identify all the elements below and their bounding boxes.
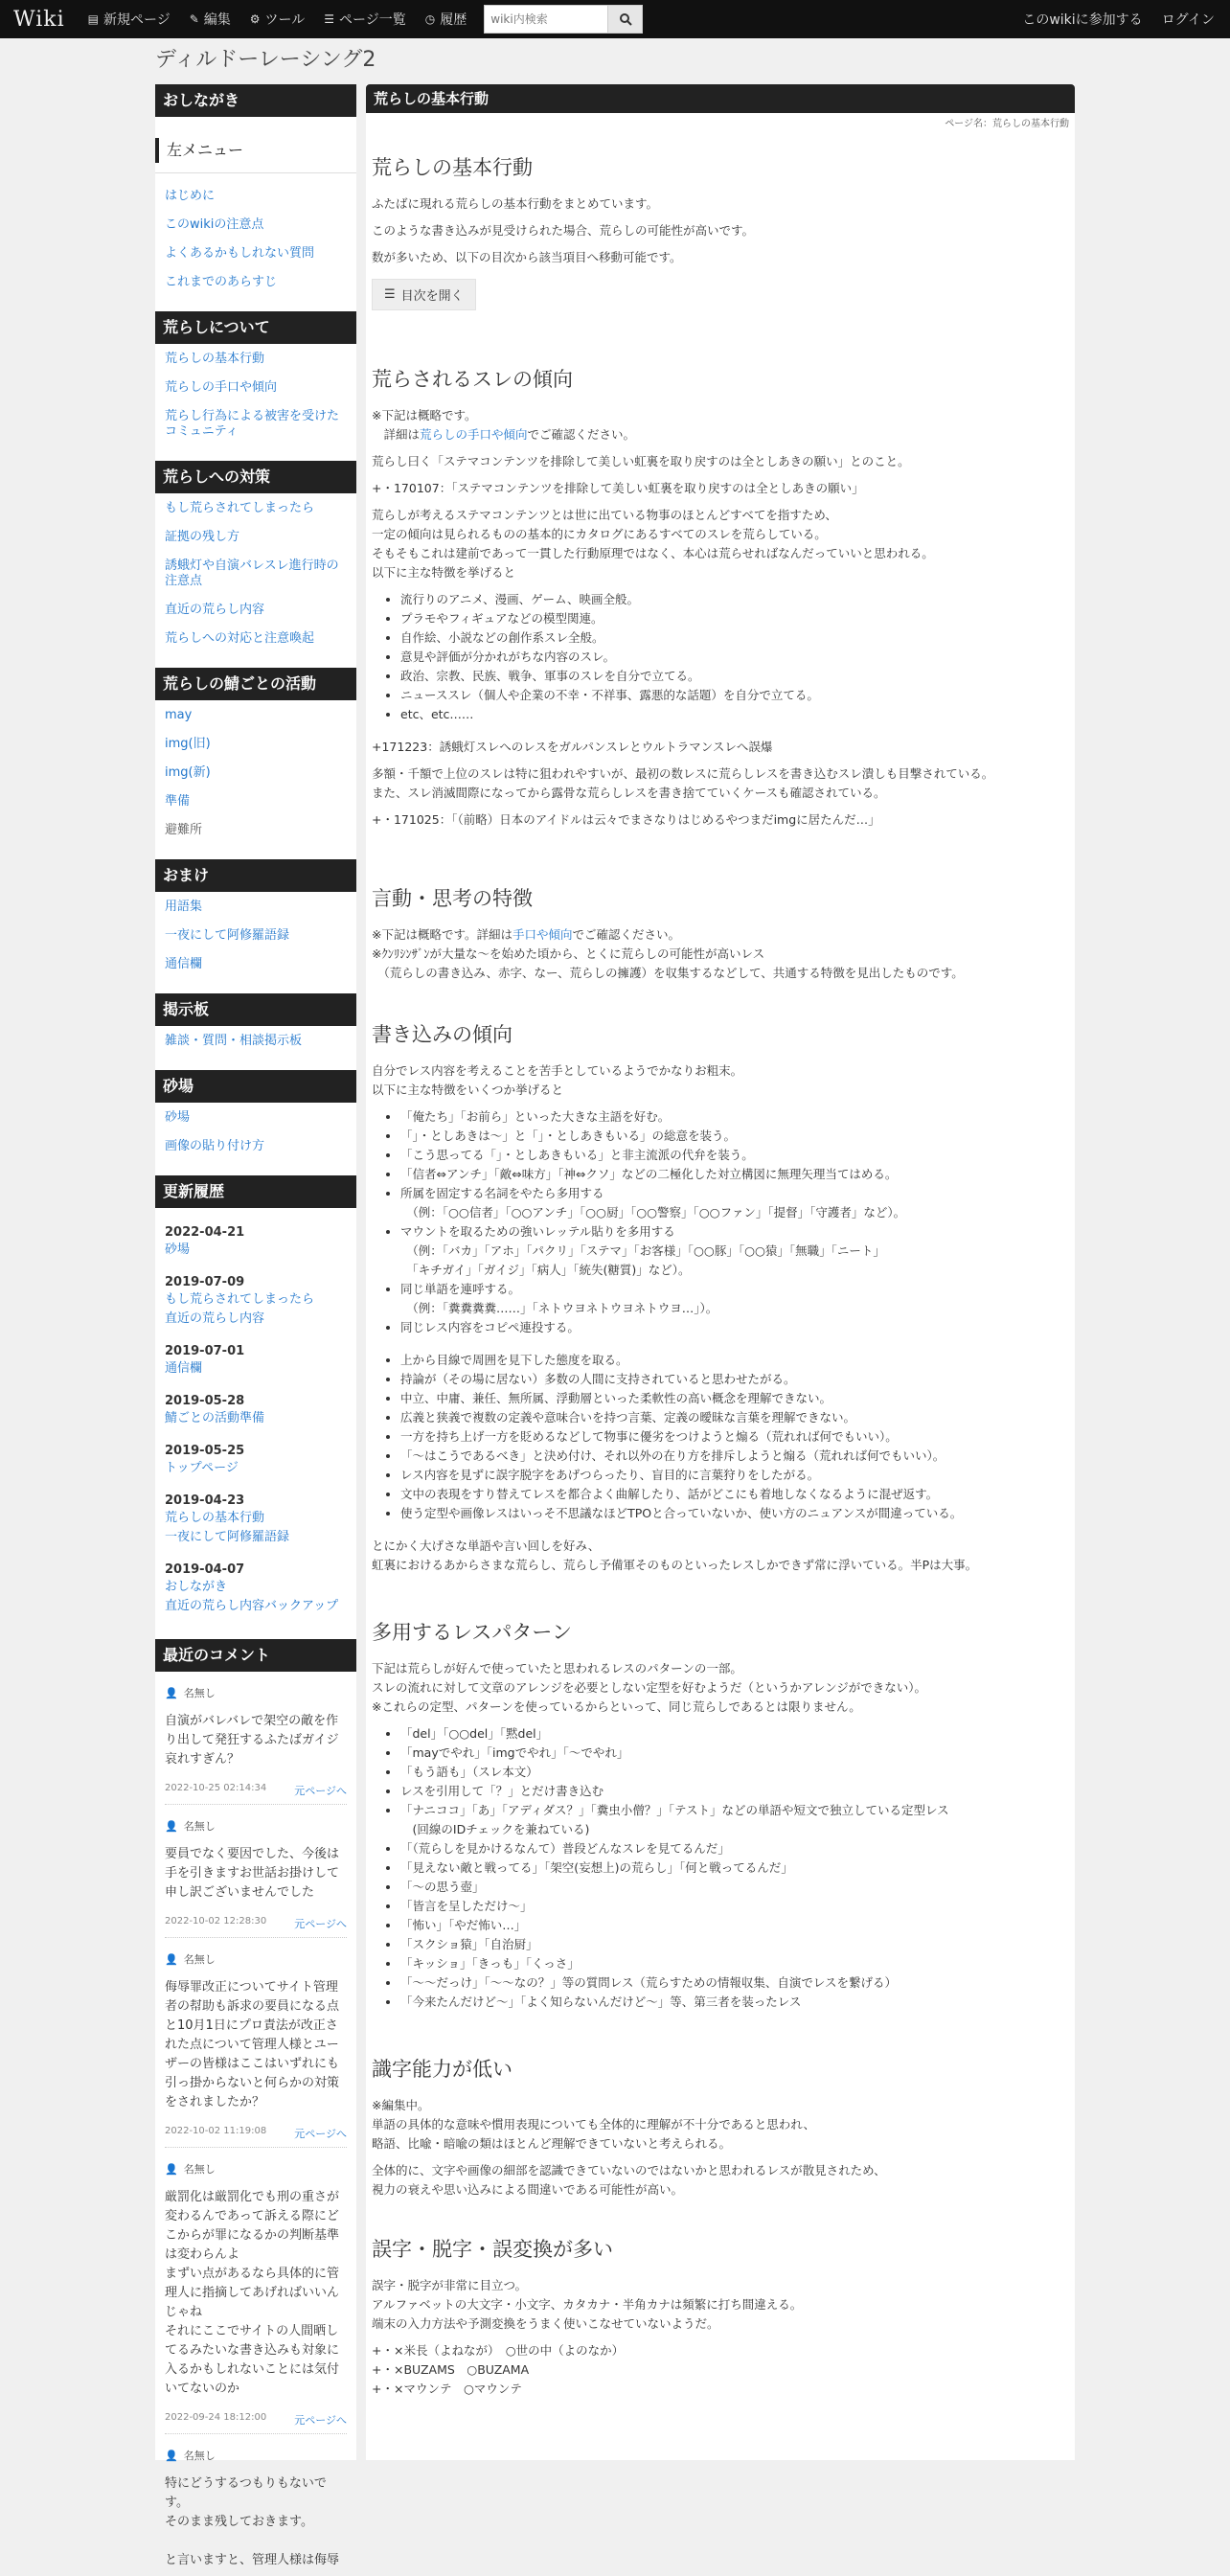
- left-menu-heading: 左メニュー: [155, 138, 356, 163]
- comment-time: 2022-10-02 11:19:08: [165, 2126, 267, 2136]
- section-heading: 荒らされるスレの傾向: [372, 368, 573, 391]
- note-text: でご確認ください。: [572, 927, 681, 942]
- paragraph: 全体的に、文字や画像の細部を認識できていないのではないかと思われるレスが散見されため、 視力の衰えや思い込みによる間違いである可能性が高い。: [372, 2163, 886, 2197]
- comment-body: 特にどうするつもりもないです。 そのまま残しておきます。 と言いますと、管理人様は侮辱: [165, 2476, 340, 2567]
- main-header: 荒らしの基本行動: [366, 84, 1075, 113]
- nav-tools-label: ツール: [264, 12, 306, 28]
- paragraph: ふたばに現れる荒らしの基本行動をまとめています。: [372, 196, 659, 211]
- update-date: 2019-05-28: [165, 1394, 245, 1408]
- list-item: • 「～はこうであるべき」と決め付け、それ以外の在り方を排斥しようと煽る（荒れれば何でもいい）。: [400, 1447, 1069, 1466]
- nav-new-page[interactable]: [79, 0, 180, 38]
- bullet-list: [400, 1351, 1069, 1523]
- comment-user-name: 名無し: [183, 1687, 216, 1699]
- sidebar-plain-item: 避難所: [165, 823, 203, 837]
- comment-footer: [165, 2126, 347, 2141]
- sidebar-link[interactable]: img(旧): [165, 737, 211, 751]
- sidebar-section-title: 掲示板: [155, 993, 356, 1026]
- list-item: • プラモやフィギュアなどの模型関連。: [400, 609, 1069, 628]
- nav-tools[interactable]: [240, 0, 315, 38]
- comment-source-link[interactable]: 元ページへ: [294, 2414, 347, 2427]
- toc-toggle-button[interactable]: [372, 279, 476, 310]
- page-name-label: ページ名：荒らしの基本行動: [945, 119, 1069, 129]
- section-heading: 言動・思考の特徴: [372, 887, 533, 910]
- comment-user-name: 名無し: [183, 1953, 216, 1966]
- user-icon: 👤: [165, 1819, 178, 1833]
- list-item: • 「キッショ」「きっも」「くっさ」: [400, 1954, 1069, 1973]
- update-entry: [165, 1225, 347, 1260]
- section-heading: 多用するレスパターン: [372, 1621, 572, 1644]
- list-item: • 「俺たち」「お前ら」といった大きな主語を好む。: [400, 1107, 1069, 1127]
- updates-list: [155, 1208, 356, 1639]
- list-item: • 持論が（その場に居ない）多数の人間に支持されていると思わせたがる。: [400, 1370, 1069, 1389]
- update-page-link[interactable]: おしながき: [165, 1580, 228, 1594]
- comment-entry: [165, 1805, 347, 1938]
- sidebar-link[interactable]: 画像の貼り付け方: [165, 1139, 265, 1153]
- sidebar-link[interactable]: 誘蛾灯や自演バレスレ進行時の注意点: [165, 559, 339, 588]
- section-heading: 誤字・脱字・誤変換が多い: [372, 2238, 613, 2261]
- section-heading: 書き込みの傾向: [372, 1023, 512, 1046]
- update-entry: [165, 1493, 347, 1547]
- sidebar-section-title: 荒らしについて: [155, 311, 356, 344]
- update-date: 2019-04-23: [165, 1493, 245, 1508]
- paragraph: 荒らしが考えるステマコンテンツとは世に出ている物事のほとんどすべてを指すため、 一定の傾向は見られるものの基本的にカタログにあるすべてのスレを荒らしている。 そもそもこれは建前であって一貫した行動原理ではなく、本心は荒らせればなんだっていいと思われる。 以下に主な特徴を挙げると: [372, 508, 934, 580]
- sidebar-link[interactable]: このwikiの注意点: [165, 217, 264, 232]
- comment-source-link[interactable]: 元ページへ: [294, 1918, 347, 1930]
- sidebar-link[interactable]: これまでのあらすじ: [165, 275, 278, 289]
- sidebar-section-links: [155, 1103, 356, 1175]
- pencil-icon: ✎: [189, 12, 199, 26]
- update-page-link[interactable]: 通信欄: [165, 1361, 203, 1376]
- article: [366, 152, 1075, 2399]
- comment-user-name: 名無し: [183, 1820, 216, 1833]
- update-page-link[interactable]: もし荒らされてしまったら: [165, 1292, 315, 1307]
- note-text: でご確認ください。: [527, 427, 636, 442]
- list-item: • 自作絵、小説などの創作系スレ全般。: [400, 628, 1069, 648]
- sidebar-link[interactable]: may: [165, 708, 193, 722]
- sidebar-link[interactable]: 準備: [165, 794, 191, 809]
- new-page-icon: ▤: [87, 12, 99, 26]
- sidebar-section-links: [155, 493, 356, 668]
- inline-link[interactable]: 荒らしの手口や傾向: [420, 427, 528, 442]
- note-text: ※下記は概略です。詳細は: [372, 927, 512, 942]
- sidebar-section-title: 荒らしの鯖ごとの活動: [155, 668, 356, 700]
- sidebar-head-oshinagaki: おしながき: [155, 84, 356, 117]
- paragraph: [372, 925, 1069, 945]
- list-item: • 「今来たんだけど～」「よく知らないんだけど～」等、第三者を装ったレス: [400, 1993, 1069, 2012]
- comment-entry: [165, 2434, 347, 2576]
- intro-links: [155, 181, 356, 311]
- update-date: 2019-05-25: [165, 1444, 245, 1458]
- paragraph: とにかく大げさな単語や言い回しを好み、 虹裏におけるあからさまな荒らし、荒らし予備軍そのものといったレスしかできず常に浮いている。半Pは大事。: [372, 1539, 978, 1572]
- section-heading: 識字能力が低い: [372, 2058, 512, 2081]
- comment-time: 2022-10-02 12:28:30: [165, 1916, 267, 1926]
- list-item: • 「皆言を呈しただけ～」: [400, 1897, 1069, 1916]
- comment-body: 厳罰化は厳罰化でも刑の重さが変わるんであって訴える際にどこからが罪になるかの判断基準は変わらんよ まずい点があるなら具体的に管理人に指摘してあげればいいんじゃね それにここでサイトの人間晒してるみたいな書き込みも対象に入るかもしれないことには気付いてないのか: [165, 2190, 340, 2396]
- sidebar-link[interactable]: 一夜にして阿修羅語録: [165, 928, 290, 943]
- list-item: • 「mayでやれ」「imgでやれ」「～でやれ」: [400, 1744, 1069, 1763]
- sidebar-link[interactable]: 雑談・質問・相談掲示板: [165, 1034, 303, 1048]
- update-page-link[interactable]: 直近の荒らし内容バックアップ: [165, 1599, 339, 1613]
- paragraph: 荒らし曰く「ステマコンテンツを排除して美しい虹裏を取り戻すのは全としあきの願い」とのこと。: [372, 454, 910, 468]
- sidebar-link[interactable]: 砂場: [165, 1110, 191, 1125]
- comment-body: 要員でなく要因でした、今後は手を引きますお世話お掛けして申し訳ございませんでした: [165, 1847, 340, 1900]
- wiki-logo[interactable]: Wiki: [13, 7, 65, 32]
- paragraph: [372, 425, 1069, 445]
- list-item: • レス内容を見ずに誤字脱字をあげつらったり、盲目的に言葉狩りをしたがる。: [400, 1466, 1069, 1485]
- nav-history-label: 履歴: [440, 12, 467, 28]
- update-date: 2019-04-07: [165, 1562, 245, 1577]
- update-page-link[interactable]: 一夜にして阿修羅語録: [165, 1530, 290, 1544]
- sidebar: [155, 84, 356, 2567]
- list-item: • 意見や評価が分かれがちな内容のスレ。: [400, 648, 1069, 667]
- comment-user-name: 名無し: [183, 2163, 216, 2176]
- paragraph: [372, 406, 1069, 425]
- comment-user: [165, 1818, 347, 1834]
- updates-title: 更新履歴: [155, 1175, 356, 1208]
- list-item: • 同じレス内容をコピペ連投する。: [400, 1318, 1069, 1337]
- search-input[interactable]: [484, 5, 608, 34]
- list-item: • 「見えない敵と戦ってる」「架空(妄想上)の荒らし」「何と戦ってるんだ」: [400, 1858, 1069, 1878]
- list-icon: ☰: [324, 12, 335, 26]
- sidebar-section-title: 荒らしへの対策: [155, 461, 356, 493]
- comment-source-link[interactable]: 元ページへ: [294, 2128, 347, 2140]
- comment-user: [165, 1951, 347, 1967]
- sidebar-section-links: [155, 344, 356, 461]
- comment-user: [165, 2448, 347, 2463]
- nav-edit[interactable]: [180, 0, 240, 38]
- comment-entry: [165, 1938, 347, 2148]
- nav-page-list-label: ページ一覧: [339, 12, 406, 28]
- update-entry: [165, 1344, 347, 1379]
- comment-user: [165, 1685, 347, 1700]
- sidebar-link[interactable]: 荒らし行為による被害を受けたコミュニティ: [165, 409, 340, 439]
- list-item: • 流行りのアニメ、漫画、ゲーム、映画全般。: [400, 590, 1069, 609]
- divider: [155, 172, 356, 173]
- paragraph: ※編集中。 単語の具体的な意味や慣用表現についても全体的に理解が不十分であると思われ、 略語、比喩・暗喩の類はほとんど理解できていないと考えられる。: [372, 2098, 816, 2151]
- update-date: 2019-07-09: [165, 1275, 245, 1289]
- comment-user-name: 名無し: [183, 2450, 216, 2462]
- note-text: 詳細は: [372, 427, 421, 442]
- sidebar-section-links: [155, 700, 356, 859]
- list-icon: ☰: [384, 287, 396, 302]
- inline-link[interactable]: 手口や傾向: [512, 927, 573, 942]
- comment-time: 2022-09-24 18:12:00: [165, 2412, 267, 2423]
- login-link[interactable]: ログイン: [1161, 12, 1215, 28]
- update-entry: [165, 1394, 347, 1428]
- user-icon: 👤: [165, 1686, 178, 1699]
- paragraph: このような書き込みが見受けられた場合、荒らしの可能性が高いです。: [372, 223, 755, 238]
- search-box: [484, 5, 643, 34]
- sidebar-link[interactable]: img(新): [165, 765, 211, 780]
- sidebar-section-title: 砂場: [155, 1070, 356, 1103]
- paragraph: 下記は荒らしが好んで使っていたと思われるレスのパターンの一部。 スレの流れに対して文章のアレンジを必要としない定型を好むようだ（というかアレンジができない）。 ※これらの定型、パターンを使っているからといって、同じ荒らしであるとは限りません。: [372, 1661, 927, 1714]
- list-item: • 広義と狭義で複数の定義や意味合いを持つ言葉、定義の曖昧な言葉を理解できない。: [400, 1408, 1069, 1427]
- update-page-link[interactable]: 直近の荒らし内容: [165, 1311, 265, 1326]
- list-item: • 「」・としあきは～」と「」・としあきもいる」の総意を装う。: [400, 1127, 1069, 1146]
- nav-right: [1013, 0, 1230, 38]
- paragraph: +・171025：「（前略）日本のアイドルは云々でまさなりはじめるやつまだimgに居たんだ…」: [372, 812, 880, 827]
- update-page-link[interactable]: 荒らしの基本行動: [165, 1511, 265, 1525]
- list-item: • 同じ単語を連呼する。 （例：「糞糞糞糞……」「ネトウヨネトウヨネトウヨ…」）。: [400, 1280, 1069, 1318]
- update-page-link[interactable]: トップページ: [165, 1461, 239, 1475]
- update-date: 2022-04-21: [165, 1225, 245, 1240]
- sidebar-link[interactable]: 荒らしの基本行動: [165, 352, 265, 366]
- update-entry: [165, 1275, 347, 1329]
- sidebar-link[interactable]: 用語集: [165, 900, 203, 914]
- list-item: • 文中の表現をすり替えてレスを都合よく曲解したり、話がどこにも着地しなくなるように混ぜ返す。: [400, 1485, 1069, 1504]
- sidebar-link[interactable]: 荒らしの手口や傾向: [165, 380, 278, 395]
- sidebar-link[interactable]: 直近の荒らし内容: [165, 603, 265, 617]
- list-item: • 一方を持ち上げ一方を貶めるなどして物事に優劣をつけようと煽る（荒れれば何でもいい）。: [400, 1427, 1069, 1447]
- list-item: • ニューススレ（個人や企業の不幸・不祥事、露悪的な話題）を自分で立てる。: [400, 686, 1069, 705]
- user-icon: 👤: [165, 2162, 178, 2176]
- paragraph: 数が多いため、以下の目次から該当項目へ移動可能です。: [372, 250, 682, 264]
- page-title: 荒らしの基本行動: [372, 156, 533, 179]
- nav-history[interactable]: [416, 0, 476, 38]
- nav-page-list[interactable]: [314, 0, 416, 38]
- list-item: • 「～～だっけ」「～～なの？」等の質問レス（荒らすための情報収集、自演でレスを繋げる）: [400, 1973, 1069, 1993]
- wiki-title[interactable]: ディルドーレーシング2: [155, 48, 376, 72]
- comment-body: 侮辱罪改正についてサイト管理者の幇助も訴求の要員になる点と10月1日にプロ責法が改正された点について管理人様とユーザーの皆様はここはいずれにも引っ掛からないと何らかの対策をされましたか？: [165, 1980, 340, 2109]
- main-content: [366, 84, 1075, 2460]
- paragraph: +・170107：「ステマコンテンツを排除して美しい虹裏を取り戻すのは全としあきの願い」: [372, 481, 864, 495]
- update-date: 2019-07-01: [165, 1344, 245, 1358]
- list-item: • etc、etc……: [400, 705, 1069, 724]
- sidebar-section-links: [155, 892, 356, 993]
- list-item: • 使う定型や画像レスはいっそ不思議なほどTPOと合っていないか、使い方のニュアンスが間違っている。: [400, 1504, 1069, 1523]
- comment-footer: [165, 1783, 347, 1798]
- user-icon: 👤: [165, 2449, 178, 2462]
- sidebar-link[interactable]: はじめに: [165, 189, 216, 203]
- list-item: • 政治、宗教、民族、戦争、軍事のスレを自分で立てる。: [400, 667, 1069, 686]
- paragraph: ※ｸﾝﾘｼﾝｻﾞﾝが大量な～を始めた頃から、とくに荒らしの可能性が高いレス （荒らしの書き込み、赤字、なー、荒らしの擁護）を収集するなどして、共通する特徴を見出したものです。: [372, 946, 964, 980]
- list-item: • 「（荒らしを見かけるなんて）普段どんなスレを見てるんだ」: [400, 1839, 1069, 1858]
- update-page-link[interactable]: 鯖ごとの活動準備: [165, 1411, 265, 1425]
- list-item: • 「こう思ってる「」・としあきもいる」と非主流派の代弁を装う。: [400, 1146, 1069, 1165]
- list-item: • 「信者⇔アンチ」「敵⇔味方」「神⇔クソ」などの二極化した対立構図に無理矢理当てはめる。: [400, 1165, 1069, 1184]
- nav-new-page-label: 新規ページ: [102, 12, 171, 28]
- list-item: • 中立、中庸、兼任、無所属、浮動層といった柔軟性の高い概念を理解できない。: [400, 1389, 1069, 1408]
- comments-title: 最近のコメント: [155, 1639, 356, 1672]
- gear-icon: ⚙: [249, 12, 261, 26]
- search-icon: [619, 12, 632, 26]
- comment-entry: [165, 1672, 347, 1805]
- sidebar-link[interactable]: 荒らしへの対応と注意喚起: [165, 631, 315, 646]
- sidebar-link[interactable]: 通信欄: [165, 957, 203, 971]
- top-navbar: [0, 0, 1230, 38]
- list-item: • 「もう語も」（スレ本文）: [400, 1763, 1069, 1782]
- paragraph: 誤字・脱字が非常に目立つ。 アルファベットの大文字・小文字、カタカナ・半角カナは頻繁に打ち間違える。 端末の入力方法や予測変換をうまく使いこなせていないようだ。: [372, 2278, 803, 2331]
- sidebar-link[interactable]: 証拠の残し方: [165, 530, 240, 544]
- comment-entry: [165, 2148, 347, 2434]
- update-entry: [165, 1562, 347, 1616]
- update-page-link[interactable]: 砂場: [165, 1242, 191, 1257]
- list-item: • 上から目線で周囲を見下した態度を取る。: [400, 1351, 1069, 1370]
- list-item: • 「del」「○○del」「黙del」: [400, 1724, 1069, 1744]
- join-wiki-link[interactable]: このwikiに参加する: [1022, 12, 1143, 28]
- toc-button-label: 目次を開く: [400, 289, 464, 304]
- comment-source-link[interactable]: 元ページへ: [294, 1785, 347, 1797]
- list-item: • 「怖い」「やだ怖い…」: [400, 1916, 1069, 1935]
- list-item: • 「ナニココ」「あ」「アディダス？」「糞虫小僧？」「テスト」などの単語や短文で独立している定型レス (回線のIDチェックを兼ねている): [400, 1801, 1069, 1839]
- comment-user: [165, 2161, 347, 2177]
- comment-body: 自演がバレバレで架空の敵を作り出して発狂するふたばガイジ哀れすぎん？: [165, 1714, 339, 1767]
- comment-footer: [165, 1916, 347, 1931]
- list-item: • マウントを取るための強いレッテル貼りを多用する （例：「バカ」「アホ」「パクリ」「ステマ」「お客様」「○○豚」「○○猿」「無職」「ニート」 「キチガイ」「ガイジ」「病人」「統失(糖質)」など）。: [400, 1222, 1069, 1280]
- paragraph: +171223：誘蛾灯スレへのレスをガルパンスレとウルトラマンスレへ誤爆: [372, 740, 773, 754]
- paragraph: 多額・千額で上位のスレは特に狙われやすいが、最初の数レスに荒らしレスを書き込むスレ潰しも目撃されている。 また、スレ消滅間際になってから露骨な荒らしレスを書き捨てていくケースも確認されている。: [372, 766, 994, 800]
- list-item: • 「～の思う壺」: [400, 1878, 1069, 1897]
- list-item: • レスを引用して「？」とだけ書き込む: [400, 1782, 1069, 1801]
- list-item: • 「スクショ猿」「自治厨」: [400, 1935, 1069, 1954]
- bullet-list: [400, 1724, 1069, 2012]
- bullet-list: [400, 590, 1069, 724]
- sidebar-section-title: おまけ: [155, 859, 356, 892]
- user-icon: 👤: [165, 1952, 178, 1966]
- sidebar-link[interactable]: もし荒らされてしまったら: [165, 501, 315, 515]
- clock-icon: ◷: [424, 12, 436, 26]
- note-text: ※下記は概略です。: [372, 408, 477, 422]
- sidebar-link[interactable]: よくあるかもしれない質問: [165, 246, 315, 261]
- comment-footer: [165, 2412, 347, 2428]
- list-item: • 所属を固定する名詞をやたら多用する （例：「○○信者」「○○アンチ」「○○厨」「○○警察」「○○ファン」「提督」「守護者」など）。: [400, 1184, 1069, 1222]
- nav-edit-label: 編集: [203, 12, 231, 28]
- bullet-list: [400, 1107, 1069, 1337]
- search-button[interactable]: [608, 5, 643, 34]
- comment-time: 2022-10-25 02:14:34: [165, 1783, 267, 1793]
- paragraph: +・×米長（よねなが） ○世の中（よのなか） +・×BUZAMS ○BUZAMA +・×マウンテ ○マウンテ: [372, 2343, 625, 2396]
- sidebar-section-links: [155, 1026, 356, 1070]
- paragraph: 自分でレス内容を考えることを苦手としているようでかなりお粗末。 以下に主な特徴をいくつか挙げると: [372, 1063, 743, 1097]
- update-entry: [165, 1444, 347, 1478]
